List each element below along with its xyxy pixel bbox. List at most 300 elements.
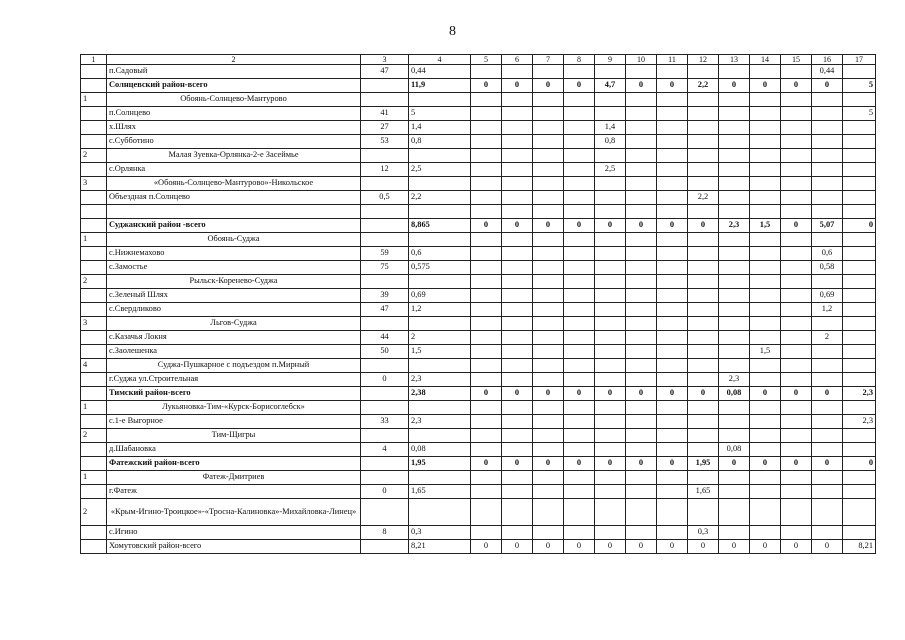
- road-section-row: [81, 359, 876, 373]
- table-cell: [626, 373, 657, 387]
- table-cell: [361, 457, 409, 471]
- table-cell: 0,08: [719, 387, 750, 401]
- table-cell: [564, 485, 595, 499]
- table-cell: 0: [626, 79, 657, 93]
- table-cell: [533, 261, 564, 275]
- table-cell: [626, 163, 657, 177]
- table-cell: 0,69: [812, 289, 843, 303]
- table-cell: [781, 526, 812, 540]
- district-total-row: [81, 457, 876, 471]
- table-cell: [657, 191, 688, 205]
- table-cell: [81, 219, 107, 233]
- table-cell: 0,575: [409, 261, 471, 275]
- table-cell: [688, 471, 719, 485]
- table-cell: 0: [471, 387, 502, 401]
- table-cell: с.Зеленый Шлях: [107, 289, 361, 303]
- table-cell: [471, 233, 502, 247]
- table-cell: [595, 289, 626, 303]
- table-cell: [471, 401, 502, 415]
- table-cell: 0: [781, 540, 812, 554]
- table-cell: [812, 359, 843, 373]
- table-cell: [781, 499, 812, 526]
- table-cell: [843, 499, 876, 526]
- table-cell: [564, 93, 595, 107]
- table-cell: [843, 275, 876, 289]
- table-cell: [688, 135, 719, 149]
- table-cell: 0: [657, 79, 688, 93]
- table-cell: [471, 471, 502, 485]
- settlement-row: [81, 415, 876, 429]
- table-cell: [595, 485, 626, 499]
- table-cell: 0: [533, 457, 564, 471]
- table-cell: [750, 163, 781, 177]
- table-cell: [626, 191, 657, 205]
- table-cell: Обоянь-Солнцево-Мантурово: [107, 93, 361, 107]
- table-cell: Фатеж-Дмитриев: [107, 471, 361, 485]
- table-cell: [471, 93, 502, 107]
- table-cell: [626, 317, 657, 331]
- table-cell: [812, 121, 843, 135]
- table-cell: п.Садовый: [107, 65, 361, 79]
- settlement-row: [81, 345, 876, 359]
- table-cell: [564, 121, 595, 135]
- table-cell: 41: [361, 107, 409, 121]
- table-cell: [502, 415, 533, 429]
- table-cell: Рыльск-Коренево-Суджа: [107, 275, 361, 289]
- table-cell: [81, 135, 107, 149]
- table-cell: [812, 401, 843, 415]
- table-cell: [626, 149, 657, 163]
- table-cell: [471, 317, 502, 331]
- table-cell: 0: [564, 457, 595, 471]
- table-cell: [502, 93, 533, 107]
- table-cell: [688, 317, 719, 331]
- table-cell: [626, 65, 657, 79]
- table-cell: [750, 261, 781, 275]
- table-cell: [781, 373, 812, 387]
- table-cell: с.1-е Выгорное: [107, 415, 361, 429]
- settlement-row: [81, 247, 876, 261]
- table-cell: [626, 485, 657, 499]
- table-cell: [533, 135, 564, 149]
- table-cell: 0: [361, 373, 409, 387]
- table-cell: [750, 317, 781, 331]
- table-cell: [657, 443, 688, 457]
- table-cell: [719, 289, 750, 303]
- table-cell: [564, 331, 595, 345]
- table-cell: [502, 499, 533, 526]
- table-cell: 1,95: [409, 457, 471, 471]
- table-cell: [564, 359, 595, 373]
- table-cell: 0: [781, 457, 812, 471]
- table-cell: 27: [361, 121, 409, 135]
- table-cell: [361, 219, 409, 233]
- road-section-row: [81, 401, 876, 415]
- table-cell: [781, 135, 812, 149]
- table-cell: 47: [361, 303, 409, 317]
- table-cell: [843, 471, 876, 485]
- table-cell: [781, 149, 812, 163]
- table-cell: [409, 93, 471, 107]
- table-cell: [781, 415, 812, 429]
- table-cell: [750, 499, 781, 526]
- empty-row: [81, 205, 876, 219]
- table-cell: [564, 177, 595, 191]
- table-cell: [533, 163, 564, 177]
- table-cell: [657, 121, 688, 135]
- road-section-row: [81, 275, 876, 289]
- table-cell: [502, 289, 533, 303]
- table-cell: [843, 93, 876, 107]
- table-cell: [502, 331, 533, 345]
- table-cell: [812, 149, 843, 163]
- table-cell: [81, 121, 107, 135]
- table-cell: [533, 331, 564, 345]
- table-cell: [843, 485, 876, 499]
- table-cell: 0,3: [409, 526, 471, 540]
- table-cell: [688, 303, 719, 317]
- table-cell: [81, 387, 107, 401]
- table-cell: [533, 121, 564, 135]
- table-cell: [688, 149, 719, 163]
- table-cell: [750, 93, 781, 107]
- table-cell: 0,8: [595, 135, 626, 149]
- table-cell: [533, 205, 564, 219]
- table-cell: [502, 163, 533, 177]
- table-cell: [657, 135, 688, 149]
- table-cell: [843, 163, 876, 177]
- table-cell: 0: [750, 387, 781, 401]
- table-cell: 0: [533, 219, 564, 233]
- table-cell: [595, 275, 626, 289]
- table-cell: [812, 526, 843, 540]
- table-cell: [81, 205, 107, 219]
- table-cell: [843, 303, 876, 317]
- table-cell: 2: [81, 149, 107, 163]
- table-cell: [781, 303, 812, 317]
- table-cell: [750, 121, 781, 135]
- table-cell: [843, 261, 876, 275]
- table-cell: 0: [564, 540, 595, 554]
- settlement-row: [81, 121, 876, 135]
- table-cell: 0,08: [719, 443, 750, 457]
- table-cell: [533, 401, 564, 415]
- table-cell: с.Нижнемахово: [107, 247, 361, 261]
- table-cell: Фатежский район-всего: [107, 457, 361, 471]
- table-cell: [750, 233, 781, 247]
- table-cell: [595, 317, 626, 331]
- table-cell: [81, 247, 107, 261]
- table-cell: [781, 233, 812, 247]
- column-number: 12: [688, 55, 719, 65]
- table-cell: [533, 303, 564, 317]
- table-cell: 8,21: [843, 540, 876, 554]
- table-cell: 8,865: [409, 219, 471, 233]
- table-cell: 0: [564, 219, 595, 233]
- table-cell: [781, 485, 812, 499]
- table-cell: [626, 261, 657, 275]
- table-cell: [657, 471, 688, 485]
- table-cell: [688, 443, 719, 457]
- table-cell: 2: [81, 499, 107, 526]
- table-cell: [688, 415, 719, 429]
- table-cell: [81, 331, 107, 345]
- table-cell: [781, 345, 812, 359]
- table-cell: [626, 205, 657, 219]
- table-cell: 2: [81, 275, 107, 289]
- table-cell: [750, 289, 781, 303]
- table-cell: [502, 373, 533, 387]
- table-cell: [564, 261, 595, 275]
- table-cell: [533, 93, 564, 107]
- table-cell: [750, 247, 781, 261]
- table-cell: [688, 163, 719, 177]
- table-cell: 2,2: [409, 191, 471, 205]
- column-number: 4: [409, 55, 471, 65]
- table-cell: [564, 345, 595, 359]
- table-cell: [502, 345, 533, 359]
- table-cell: [471, 359, 502, 373]
- table-cell: [409, 317, 471, 331]
- table-cell: [595, 149, 626, 163]
- table-cell: 0: [626, 540, 657, 554]
- table-cell: [533, 345, 564, 359]
- table-cell: [781, 289, 812, 303]
- table-cell: 1,4: [409, 121, 471, 135]
- table-cell: [564, 471, 595, 485]
- column-number: 13: [719, 55, 750, 65]
- table-cell: [626, 121, 657, 135]
- table-cell: [657, 177, 688, 191]
- table-cell: 0,6: [812, 247, 843, 261]
- table-cell: [688, 177, 719, 191]
- table-cell: [564, 247, 595, 261]
- table-cell: 0,08: [409, 443, 471, 457]
- table-cell: Малая Зуевка-Орлянка-2-е Засеймье: [107, 149, 361, 163]
- table-cell: [409, 233, 471, 247]
- column-number: 5: [471, 55, 502, 65]
- table-cell: [719, 415, 750, 429]
- table-cell: [564, 233, 595, 247]
- table-cell: [750, 65, 781, 79]
- table-cell: 0,3: [688, 526, 719, 540]
- table-cell: 2,3: [719, 373, 750, 387]
- table-cell: [657, 275, 688, 289]
- table-cell: [781, 359, 812, 373]
- table-cell: [843, 526, 876, 540]
- table-cell: [471, 499, 502, 526]
- road-section-row: [81, 149, 876, 163]
- road-section-row: [81, 471, 876, 485]
- table-cell: [843, 359, 876, 373]
- table-cell: 0: [843, 219, 876, 233]
- table-cell: [81, 415, 107, 429]
- table-cell: г.Суджа ул.Строительная: [107, 373, 361, 387]
- table-cell: [107, 205, 361, 219]
- table-cell: [502, 526, 533, 540]
- table-cell: [781, 247, 812, 261]
- table-cell: [719, 121, 750, 135]
- table-cell: [361, 401, 409, 415]
- table-cell: [471, 289, 502, 303]
- settlement-row: [81, 191, 876, 205]
- table-cell: [81, 540, 107, 554]
- table-cell: [812, 345, 843, 359]
- table-cell: 0: [595, 457, 626, 471]
- table-cell: [81, 345, 107, 359]
- table-cell: [750, 373, 781, 387]
- table-cell: [81, 443, 107, 457]
- table-cell: [471, 345, 502, 359]
- table-cell: 0: [626, 457, 657, 471]
- table-cell: [502, 401, 533, 415]
- table-cell: [626, 499, 657, 526]
- table-cell: [843, 331, 876, 345]
- table-cell: [81, 303, 107, 317]
- table-cell: [533, 275, 564, 289]
- table-cell: [361, 93, 409, 107]
- table-cell: [502, 485, 533, 499]
- column-number: 8: [564, 55, 595, 65]
- table-cell: [471, 177, 502, 191]
- table-cell: 0: [812, 79, 843, 93]
- table-cell: [595, 177, 626, 191]
- table-cell: 1,4: [595, 121, 626, 135]
- table-cell: [502, 121, 533, 135]
- table-cell: [471, 163, 502, 177]
- table-cell: 5: [409, 107, 471, 121]
- table-cell: [688, 401, 719, 415]
- table-cell: [688, 261, 719, 275]
- table-cell: 2,2: [688, 191, 719, 205]
- table-cell: 0: [657, 540, 688, 554]
- table-cell: [533, 443, 564, 457]
- table-cell: [843, 443, 876, 457]
- table-cell: 33: [361, 415, 409, 429]
- table-cell: [781, 205, 812, 219]
- table-cell: 2,3: [843, 387, 876, 401]
- table-cell: [81, 163, 107, 177]
- table-cell: [595, 443, 626, 457]
- table-cell: 2,5: [595, 163, 626, 177]
- road-section-row: [81, 499, 876, 526]
- table-cell: [409, 499, 471, 526]
- table-cell: [409, 149, 471, 163]
- table-cell: [750, 205, 781, 219]
- table-cell: [750, 331, 781, 345]
- table-cell: [750, 177, 781, 191]
- table-cell: [533, 289, 564, 303]
- table-cell: 0: [502, 540, 533, 554]
- table-cell: [81, 485, 107, 499]
- table-cell: [564, 205, 595, 219]
- table-cell: [719, 331, 750, 345]
- table-cell: 53: [361, 135, 409, 149]
- table-cell: [657, 205, 688, 219]
- table-cell: 2,3: [409, 415, 471, 429]
- table-cell: 0: [657, 219, 688, 233]
- table-cell: [719, 65, 750, 79]
- table-cell: [688, 345, 719, 359]
- table-cell: [843, 65, 876, 79]
- table-cell: [502, 135, 533, 149]
- table-cell: [502, 443, 533, 457]
- table-cell: [564, 135, 595, 149]
- table-cell: 0: [781, 219, 812, 233]
- table-cell: [719, 317, 750, 331]
- table-cell: [471, 443, 502, 457]
- table-cell: [626, 345, 657, 359]
- table-cell: 0: [781, 79, 812, 93]
- table-cell: [533, 485, 564, 499]
- table-cell: Суджанский район -всего: [107, 219, 361, 233]
- table-cell: 0: [626, 219, 657, 233]
- table-cell: [657, 359, 688, 373]
- table-cell: [595, 345, 626, 359]
- table-cell: [595, 107, 626, 121]
- table-cell: [502, 303, 533, 317]
- table-cell: 4,7: [595, 79, 626, 93]
- table-cell: [595, 373, 626, 387]
- table-cell: [502, 149, 533, 163]
- table-cell: [781, 93, 812, 107]
- table-cell: 0: [595, 219, 626, 233]
- table-cell: 1,65: [688, 485, 719, 499]
- table-cell: 0: [471, 540, 502, 554]
- table-cell: 5: [843, 107, 876, 121]
- table-cell: [688, 289, 719, 303]
- table-cell: [657, 415, 688, 429]
- table-cell: [719, 177, 750, 191]
- table-cell: [626, 443, 657, 457]
- table-cell: [471, 149, 502, 163]
- table-cell: 0: [719, 79, 750, 93]
- table-cell: 1,65: [409, 485, 471, 499]
- table-cell: [719, 303, 750, 317]
- table-cell: [657, 526, 688, 540]
- table-cell: 0: [688, 219, 719, 233]
- table-cell: 1: [81, 401, 107, 415]
- table-cell: [626, 303, 657, 317]
- table-cell: 75: [361, 261, 409, 275]
- table-cell: [812, 415, 843, 429]
- table-cell: г.Фатеж: [107, 485, 361, 499]
- table-cell: [719, 247, 750, 261]
- table-cell: [626, 177, 657, 191]
- table-cell: [81, 457, 107, 471]
- table-cell: 1,5: [750, 345, 781, 359]
- column-number: 7: [533, 55, 564, 65]
- table-cell: [781, 471, 812, 485]
- table-cell: [688, 65, 719, 79]
- road-section-row: [81, 317, 876, 331]
- table-cell: [471, 247, 502, 261]
- table-cell: [471, 135, 502, 149]
- table-cell: [750, 135, 781, 149]
- table-cell: [533, 247, 564, 261]
- table-cell: [812, 191, 843, 205]
- table-cell: [719, 275, 750, 289]
- table-cell: [595, 247, 626, 261]
- table-cell: 0: [688, 540, 719, 554]
- table-cell: [564, 429, 595, 443]
- table-cell: [626, 289, 657, 303]
- table-cell: [533, 526, 564, 540]
- table-cell: [626, 415, 657, 429]
- table-cell: [361, 177, 409, 191]
- table-cell: 8,21: [409, 540, 471, 554]
- table-cell: [626, 359, 657, 373]
